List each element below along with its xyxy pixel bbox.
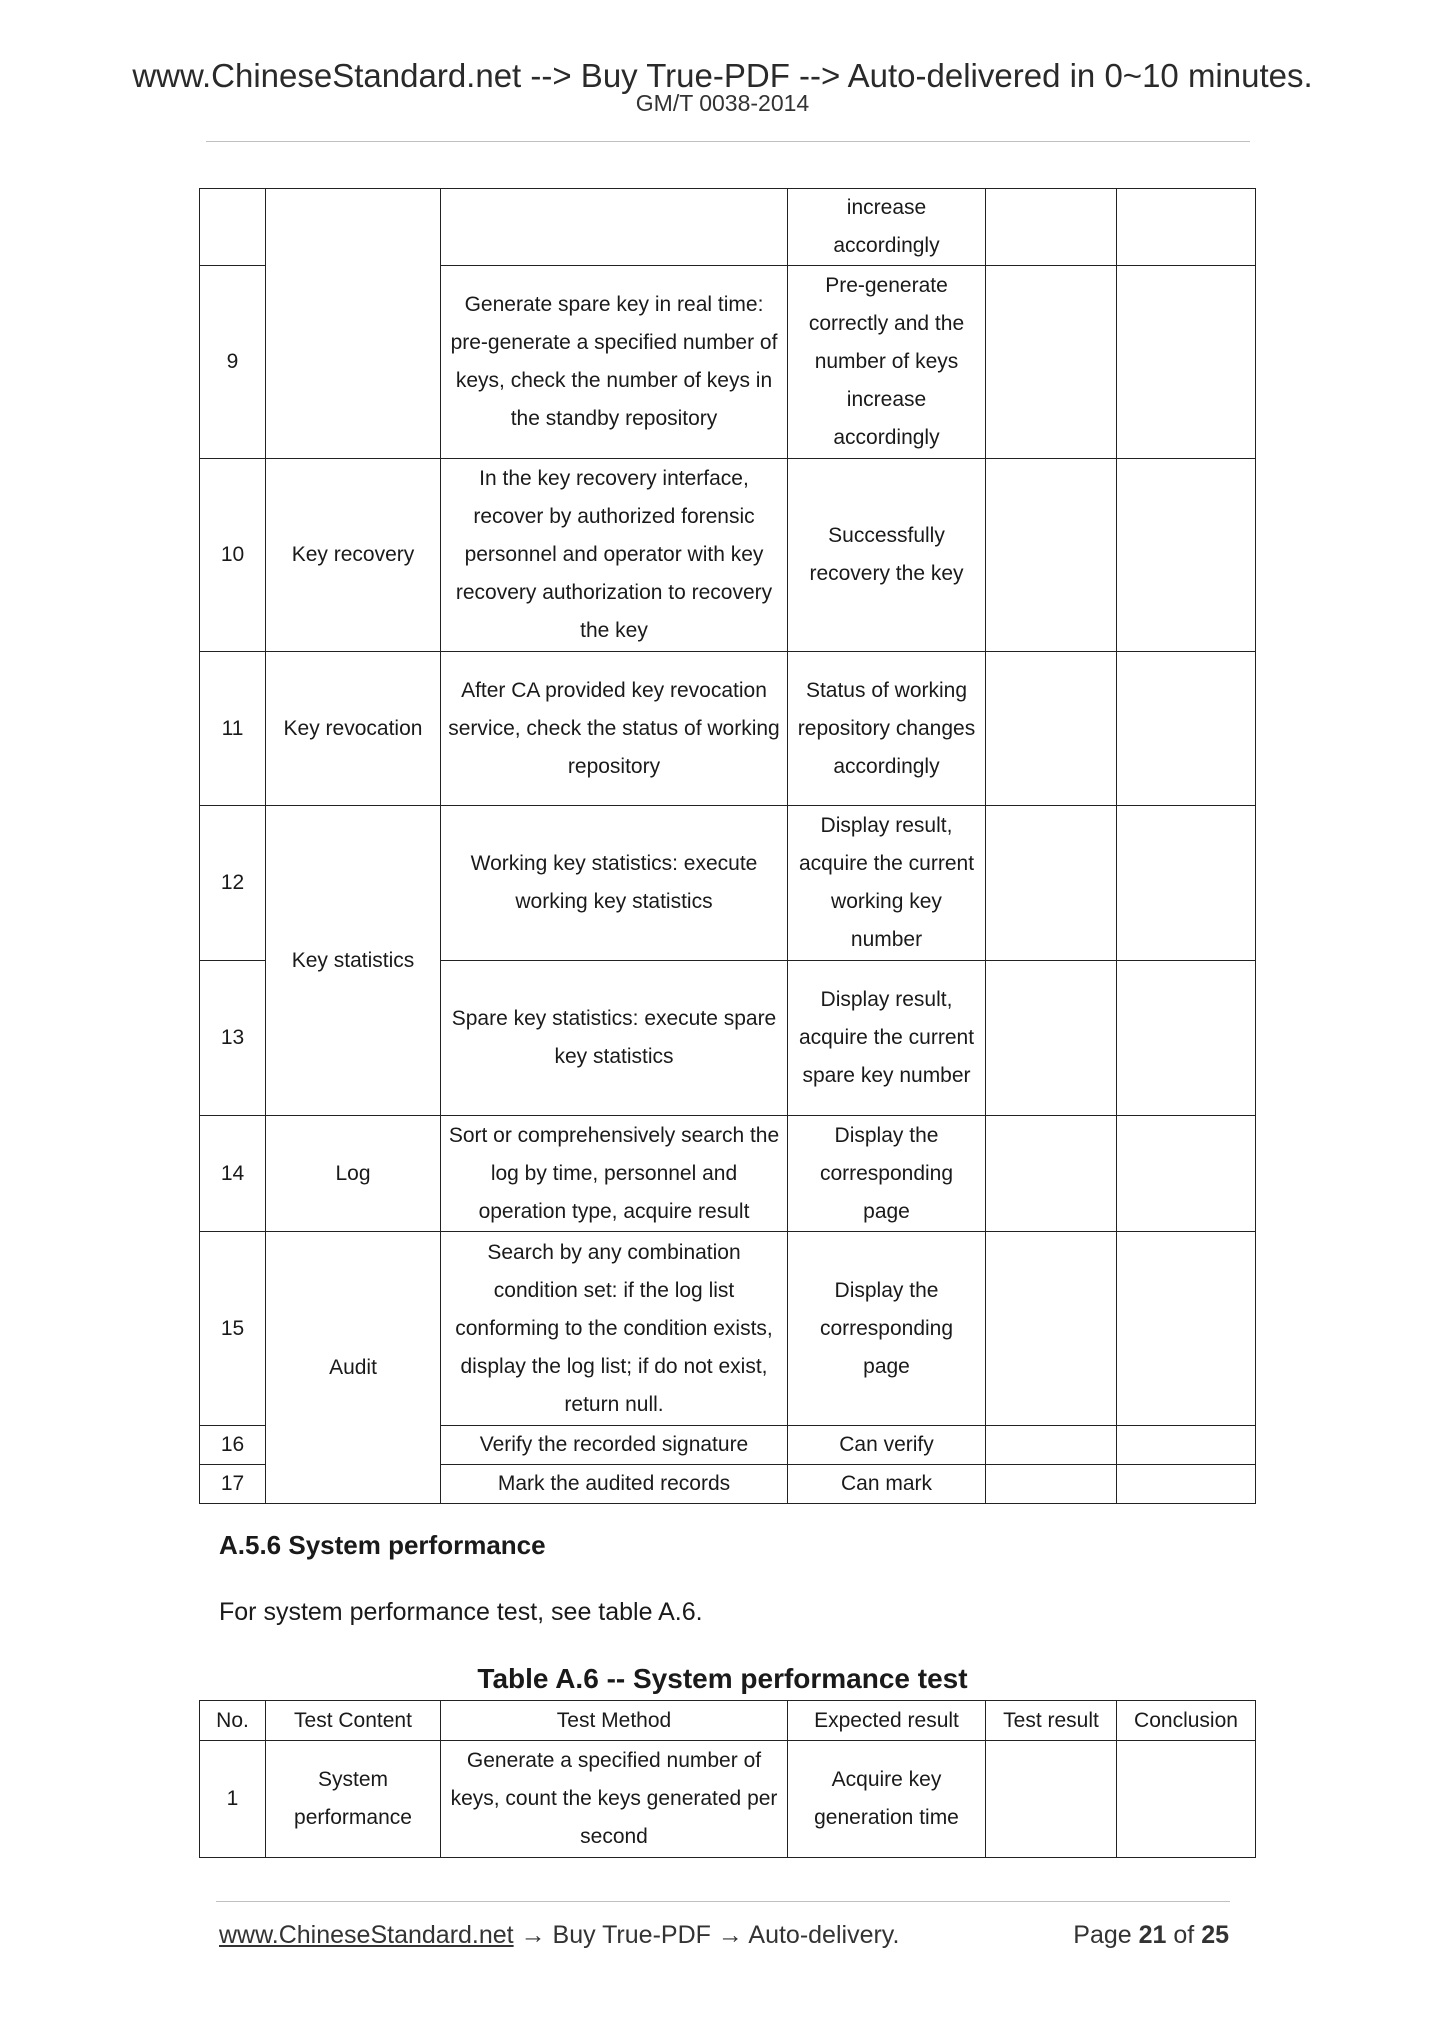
cell-method: Generate spare key in real time: pre-generate a specified number of keys, check the number of keys in the standby repository xyxy=(441,266,788,459)
header-expected-result: Expected result xyxy=(788,1701,986,1741)
table-row xyxy=(200,459,1256,652)
cell-no xyxy=(200,189,266,266)
cell-no: 17 xyxy=(200,1465,266,1504)
cell-test-result xyxy=(986,189,1117,266)
cell-conclusion xyxy=(1117,652,1256,806)
cell-conclusion xyxy=(1117,1116,1256,1232)
cell-conclusion xyxy=(1117,1741,1256,1858)
page-footer xyxy=(219,1921,1229,1950)
cell-conclusion xyxy=(1117,1426,1256,1465)
cell-expected: Can mark xyxy=(788,1465,986,1504)
cell-no: 16 xyxy=(200,1426,266,1465)
header-banner: www.ChineseStandard.net --> Buy True-PDF --> Auto-delivered in 0~10 minutes. xyxy=(132,57,1313,94)
footer-site-link[interactable]: www.ChineseStandard.net xyxy=(219,1921,514,1949)
table-row xyxy=(200,1741,1256,1858)
cell-content: System performance xyxy=(266,1741,441,1858)
system-performance-table xyxy=(199,1700,1256,1858)
section-heading: A.5.6 System performance xyxy=(219,1530,546,1560)
cell-conclusion xyxy=(1117,961,1256,1116)
cell-expected: Display result, acquire the current working key number xyxy=(788,806,986,961)
cell-expected: Display result, acquire the current spare key number xyxy=(788,961,986,1116)
cell-conclusion xyxy=(1117,1232,1256,1426)
cell-method: Generate a specified number of keys, count the keys generated per second xyxy=(441,1741,788,1858)
cell-test-result xyxy=(986,459,1117,652)
cell-no: 9 xyxy=(200,266,266,459)
footer-divider xyxy=(216,1901,1230,1902)
cell-test-result xyxy=(986,961,1117,1116)
cell-method: Mark the audited records xyxy=(441,1465,788,1504)
cell-content: Key statistics xyxy=(266,806,441,1116)
table-row xyxy=(200,652,1256,806)
cell-expected: Display the corresponding page xyxy=(788,1232,986,1426)
cell-method xyxy=(441,189,788,266)
cell-test-result xyxy=(986,1741,1117,1858)
cell-content xyxy=(266,189,441,459)
cell-method: Search by any combination condition set: if the log list conforming to the condition exists, display the log list; if do not exist, return null. xyxy=(441,1232,788,1426)
cell-no: 13 xyxy=(200,961,266,1116)
cell-content: Key revocation xyxy=(266,652,441,806)
page-current: 21 xyxy=(1138,1921,1167,1949)
cell-expected: increase accordingly xyxy=(788,189,986,266)
cell-no: 15 xyxy=(200,1232,266,1426)
cell-method: Verify the recorded signature xyxy=(441,1426,788,1465)
header-conclusion: Conclusion xyxy=(1117,1701,1256,1741)
cell-expected: Pre-generate correctly and the number of keys increase accordingly xyxy=(788,266,986,459)
test-table-continued xyxy=(199,188,1256,1504)
cell-content: Audit xyxy=(266,1232,441,1504)
cell-conclusion xyxy=(1117,266,1256,459)
cell-test-result xyxy=(986,652,1117,806)
header-test-result: Test result xyxy=(986,1701,1117,1741)
cell-test-result xyxy=(986,266,1117,459)
page-header xyxy=(0,58,1445,116)
cell-conclusion xyxy=(1117,806,1256,961)
document-code: GM/T 0038-2014 xyxy=(635,90,810,116)
section-paragraph: For system performance test, see table A.6. xyxy=(219,1598,703,1626)
cell-no: 11 xyxy=(200,652,266,806)
table-row xyxy=(200,806,1256,961)
header-divider xyxy=(206,141,1250,142)
table-header-row xyxy=(200,1701,1256,1741)
cell-conclusion xyxy=(1117,1465,1256,1504)
cell-no: 14 xyxy=(200,1116,266,1232)
table-row xyxy=(200,1232,1256,1426)
cell-expected: Can verify xyxy=(788,1426,986,1465)
cell-method: After CA provided key revocation service, check the status of working repository xyxy=(441,652,788,806)
page-of-label: of xyxy=(1166,1921,1202,1949)
footer-tagline: → Buy True-PDF → Auto-delivery. xyxy=(513,1921,900,1949)
cell-test-result xyxy=(986,1116,1117,1232)
cell-test-result xyxy=(986,1232,1117,1426)
cell-method: Sort or comprehensively search the log by time, personnel and operation type, acquire result xyxy=(441,1116,788,1232)
cell-test-result xyxy=(986,1465,1117,1504)
cell-expected: Acquire key generation time xyxy=(788,1741,986,1858)
cell-no: 1 xyxy=(200,1741,266,1858)
page-label: Page xyxy=(1073,1921,1139,1949)
cell-no: 10 xyxy=(200,459,266,652)
cell-test-result xyxy=(986,806,1117,961)
header-test-content: Test Content xyxy=(266,1701,441,1741)
page-number xyxy=(1073,1921,1229,1950)
cell-method: In the key recovery interface, recover by authorized forensic personnel and operator with key recovery authorization to recovery the key xyxy=(441,459,788,652)
page-total: 25 xyxy=(1201,1921,1229,1949)
cell-conclusion xyxy=(1117,459,1256,652)
table-caption: Table A.6 -- System performance test xyxy=(477,1663,968,1694)
cell-method: Working key statistics: execute working key statistics xyxy=(441,806,788,961)
cell-content: Key recovery xyxy=(266,459,441,652)
table-row xyxy=(200,1116,1256,1232)
cell-no: 12 xyxy=(200,806,266,961)
cell-conclusion xyxy=(1117,189,1256,266)
header-test-method: Test Method xyxy=(441,1701,788,1741)
header-no: No. xyxy=(200,1701,266,1741)
cell-expected: Display the corresponding page xyxy=(788,1116,986,1232)
table-row xyxy=(200,189,1256,266)
cell-expected: Status of working repository changes accordingly xyxy=(788,652,986,806)
cell-test-result xyxy=(986,1426,1117,1465)
cell-content: Log xyxy=(266,1116,441,1232)
cell-expected: Successfully recovery the key xyxy=(788,459,986,652)
cell-method: Spare key statistics: execute spare key statistics xyxy=(441,961,788,1116)
